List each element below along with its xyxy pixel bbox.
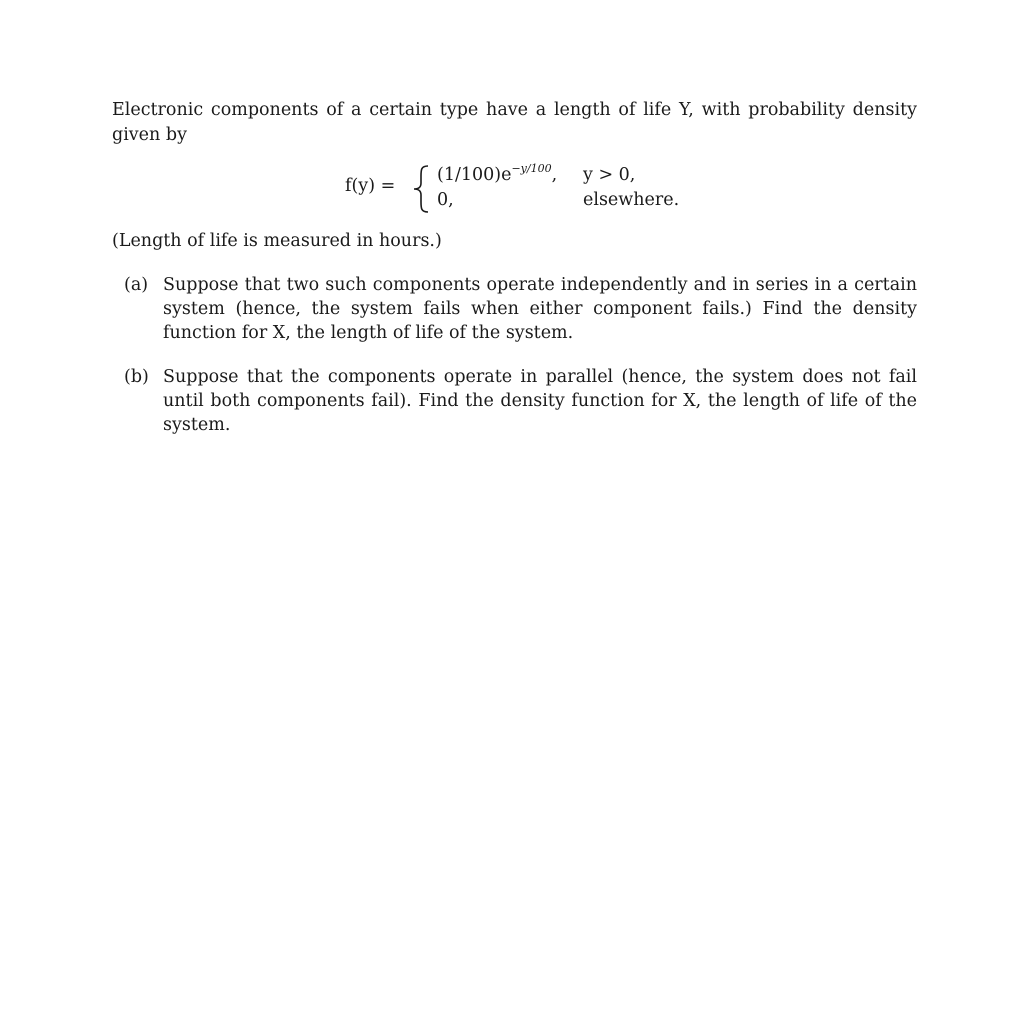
case-1-expression (437, 162, 558, 185)
case-1-comma: , (551, 165, 558, 185)
density-equation (345, 163, 685, 217)
part-a (124, 273, 917, 345)
case-1-exponent: −y/100 (511, 162, 552, 175)
part-a-label: (a) (124, 275, 149, 295)
case-1-condition: y > 0, (583, 165, 636, 185)
intro-line-1: Electronic components of a certain type have a length of life Y, with probability density (112, 100, 917, 120)
case-2-expression: 0, (437, 190, 454, 210)
units-note: (Length of life is measured in hours.) (112, 231, 442, 251)
intro-line-2: given by (112, 125, 187, 145)
part-b-text: Suppose that the components operate in parallel (hence, the system does not fail until both components fail). Find the density function for X, the length of life of the system. (163, 367, 917, 435)
equation-lhs: f(y) = (345, 176, 396, 196)
case-2-condition: elsewhere. (583, 190, 680, 210)
problem-intro (112, 98, 917, 148)
left-brace-icon (410, 164, 432, 214)
part-a-text: Suppose that two such components operate independently and in series in a certain system (hence, the system fails when either component fails.) Find the density function for X, the length of life of the system. (163, 275, 917, 343)
case-1-base: (1/100)e (437, 165, 512, 185)
part-b (124, 365, 917, 437)
part-b-label: (b) (124, 367, 149, 387)
